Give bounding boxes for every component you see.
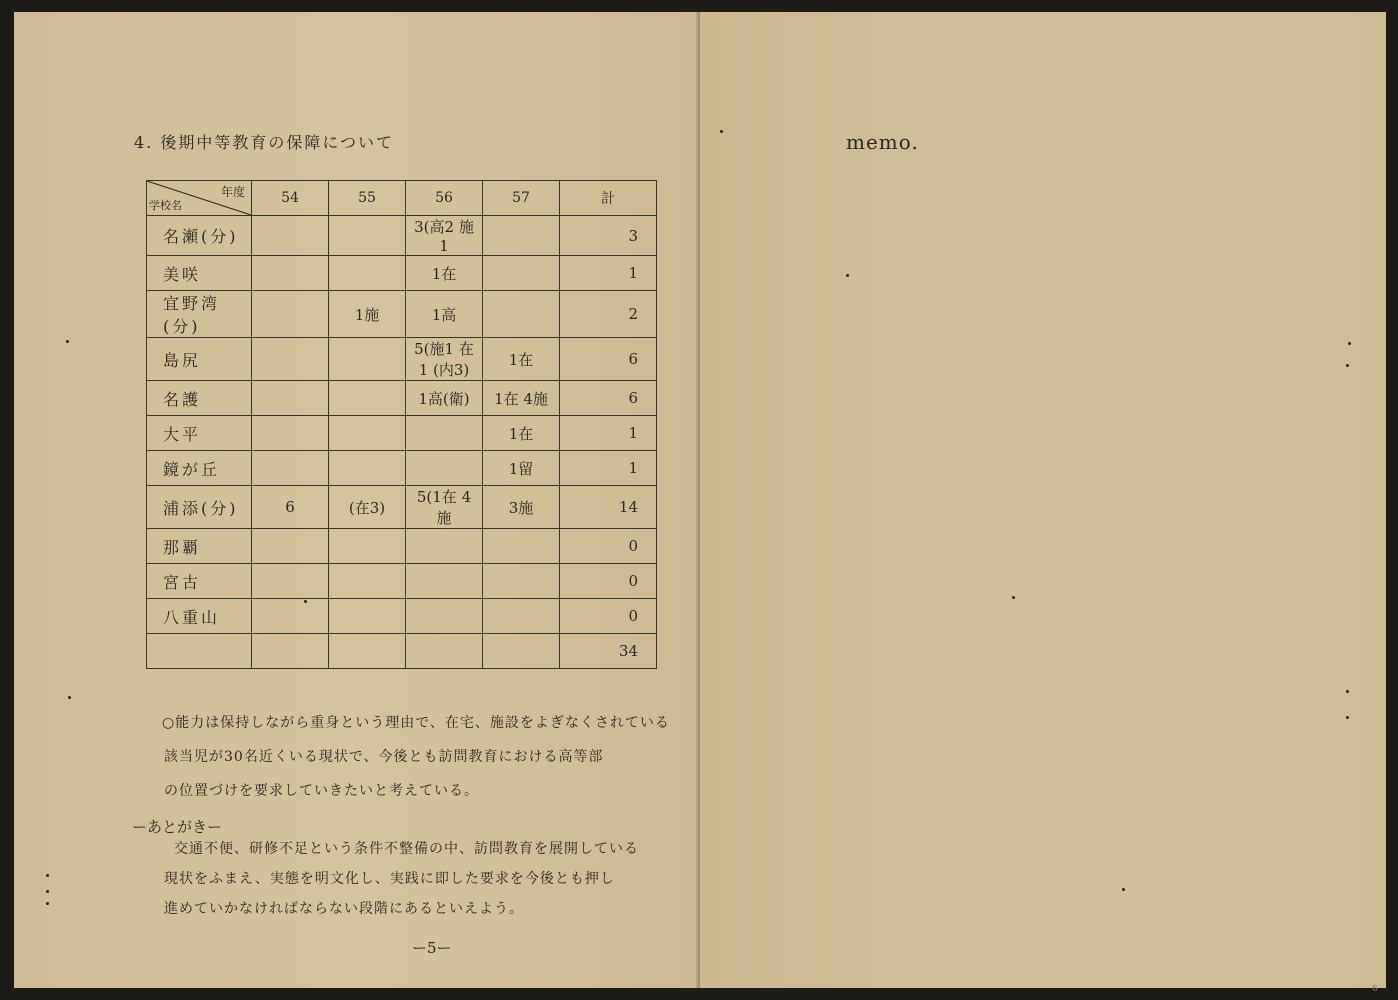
document-spread bbox=[14, 12, 1386, 994]
year-56-cell: 5(施1 在1 (内3) bbox=[406, 338, 483, 381]
year-55-cell bbox=[329, 381, 406, 416]
school-name-cell: 八重山 bbox=[147, 599, 252, 634]
year-54-cell bbox=[252, 416, 329, 451]
year-57-cell bbox=[483, 291, 560, 338]
total-cell: 1 bbox=[560, 416, 657, 451]
total-cell: 0 bbox=[560, 564, 657, 599]
school-name-cell: 浦添(分) bbox=[147, 486, 252, 529]
year-55-cell bbox=[329, 416, 406, 451]
year-55-cell: (在3) bbox=[329, 486, 406, 529]
year-55-cell bbox=[329, 338, 406, 381]
year-55-cell bbox=[329, 529, 406, 564]
paper-speck bbox=[720, 130, 723, 133]
school-name-cell bbox=[147, 634, 252, 669]
table-body bbox=[147, 216, 657, 669]
table-row bbox=[147, 529, 657, 564]
year-57-cell: 1在 4施 bbox=[483, 381, 560, 416]
paper-speck bbox=[68, 696, 71, 699]
total-cell: 34 bbox=[560, 634, 657, 669]
school-name-cell: 名瀬(分) bbox=[147, 216, 252, 256]
year-57-cell: 1留 bbox=[483, 451, 560, 486]
total-cell: 0 bbox=[560, 599, 657, 634]
year-54-cell bbox=[252, 291, 329, 338]
column-header: 57 bbox=[483, 181, 560, 216]
table-row bbox=[147, 451, 657, 486]
year-54-cell: 6 bbox=[252, 486, 329, 529]
year-55-cell bbox=[329, 216, 406, 256]
paper-speck bbox=[1346, 716, 1349, 719]
year-54-cell bbox=[252, 599, 329, 634]
year-54-cell bbox=[252, 381, 329, 416]
year-55-cell bbox=[329, 599, 406, 634]
paper-speck bbox=[1346, 364, 1349, 367]
total-cell: 3 bbox=[560, 216, 657, 256]
page-number: ー5ー bbox=[412, 939, 452, 957]
table-row bbox=[147, 564, 657, 599]
total-cell: 1 bbox=[560, 256, 657, 291]
total-cell: 6 bbox=[560, 338, 657, 381]
column-header: 計 bbox=[560, 181, 657, 216]
year-57-cell bbox=[483, 256, 560, 291]
year-56-cell: 3(高2 施1 bbox=[406, 216, 483, 256]
total-cell: 0 bbox=[560, 529, 657, 564]
school-name-cell: 大平 bbox=[147, 416, 252, 451]
afterword-title: ーあとがきー bbox=[132, 818, 223, 836]
left-page bbox=[14, 12, 700, 988]
year-56-cell: 1在 bbox=[406, 256, 483, 291]
table-row bbox=[147, 634, 657, 669]
table-corner-cell bbox=[147, 181, 252, 216]
column-header: 55 bbox=[329, 181, 406, 216]
year-57-cell bbox=[483, 634, 560, 669]
school-name-cell: 鏡が丘 bbox=[147, 451, 252, 486]
total-cell: 1 bbox=[560, 451, 657, 486]
paper-speck bbox=[46, 874, 49, 877]
paper-speck bbox=[1348, 342, 1351, 345]
table-row bbox=[147, 338, 657, 381]
table-row bbox=[147, 486, 657, 529]
year-57-cell: 1在 bbox=[483, 338, 560, 381]
section-heading: 4. 後期中等教育の保障について bbox=[134, 133, 395, 152]
school-name-cell: 美咲 bbox=[147, 256, 252, 291]
year-56-cell bbox=[406, 416, 483, 451]
paper-speck bbox=[66, 340, 69, 343]
note-line: 該当児が30名近くいる現状で、今後とも訪問教育における高等部 bbox=[164, 749, 604, 765]
paper-speck bbox=[1122, 888, 1125, 891]
column-header: 54 bbox=[252, 181, 329, 216]
year-55-cell bbox=[329, 256, 406, 291]
year-55-cell bbox=[329, 634, 406, 669]
total-cell: 2 bbox=[560, 291, 657, 338]
table-row bbox=[147, 599, 657, 634]
school-name-cell: 宮古 bbox=[147, 564, 252, 599]
paper-speck bbox=[46, 890, 49, 893]
total-cell: 14 bbox=[560, 486, 657, 529]
year-57-cell bbox=[483, 216, 560, 256]
table-row bbox=[147, 381, 657, 416]
year-57-cell: 1在 bbox=[483, 416, 560, 451]
gutter-page-number: 6 bbox=[1372, 984, 1378, 994]
year-56-cell: 5(1在 4施 bbox=[406, 486, 483, 529]
year-57-cell bbox=[483, 529, 560, 564]
afterword-line: 交通不便、研修不足という条件不整備の中、訪問教育を展開している bbox=[174, 841, 639, 857]
year-56-cell bbox=[406, 529, 483, 564]
year-54-cell bbox=[252, 256, 329, 291]
corner-year-label: 年度 bbox=[220, 185, 245, 199]
year-57-cell: 3施 bbox=[483, 486, 560, 529]
afterword-line: 進めていかなければならない段階にあるといえよう。 bbox=[164, 901, 524, 917]
year-56-cell bbox=[406, 451, 483, 486]
column-header: 56 bbox=[406, 181, 483, 216]
table-header-row bbox=[147, 181, 657, 216]
note-line: の位置づけを要求していきたいと考えている。 bbox=[164, 783, 479, 799]
year-56-cell: 1高 bbox=[406, 291, 483, 338]
year-57-cell bbox=[483, 599, 560, 634]
year-54-cell bbox=[252, 634, 329, 669]
year-55-cell: 1施 bbox=[329, 291, 406, 338]
school-name-cell: 島尻 bbox=[147, 338, 252, 381]
year-54-cell bbox=[252, 338, 329, 381]
year-57-cell bbox=[483, 564, 560, 599]
table-row bbox=[147, 216, 657, 256]
year-54-cell bbox=[252, 216, 329, 256]
table-row bbox=[147, 416, 657, 451]
school-name-cell: 那覇 bbox=[147, 529, 252, 564]
memo-label: memo. bbox=[846, 130, 919, 154]
school-name-cell: 宜野湾(分) bbox=[147, 291, 252, 338]
paper-speck bbox=[1346, 690, 1349, 693]
year-56-cell bbox=[406, 599, 483, 634]
paper-speck bbox=[846, 274, 849, 277]
year-55-cell bbox=[329, 451, 406, 486]
afterword-line: 現状をふまえ、実態を明文化し、実践に即した要求を今後とも押し bbox=[164, 871, 615, 887]
table-row bbox=[147, 291, 657, 338]
school-name-cell: 名護 bbox=[147, 381, 252, 416]
year-56-cell: 1高(衛) bbox=[406, 381, 483, 416]
paper-speck bbox=[304, 600, 307, 603]
table-row bbox=[147, 256, 657, 291]
year-54-cell bbox=[252, 564, 329, 599]
note-line: ○能力は保持しながら重身という理由で、在宅、施設をよぎなくされている bbox=[162, 715, 670, 731]
enrollment-table bbox=[146, 180, 657, 669]
paper-speck bbox=[1012, 596, 1015, 599]
paper-speck bbox=[46, 902, 49, 905]
year-54-cell bbox=[252, 451, 329, 486]
year-54-cell bbox=[252, 529, 329, 564]
year-56-cell bbox=[406, 634, 483, 669]
year-56-cell bbox=[406, 564, 483, 599]
total-cell: 6 bbox=[560, 381, 657, 416]
right-page bbox=[700, 12, 1386, 994]
corner-school-label: 学校名 bbox=[149, 199, 182, 212]
year-55-cell bbox=[329, 564, 406, 599]
